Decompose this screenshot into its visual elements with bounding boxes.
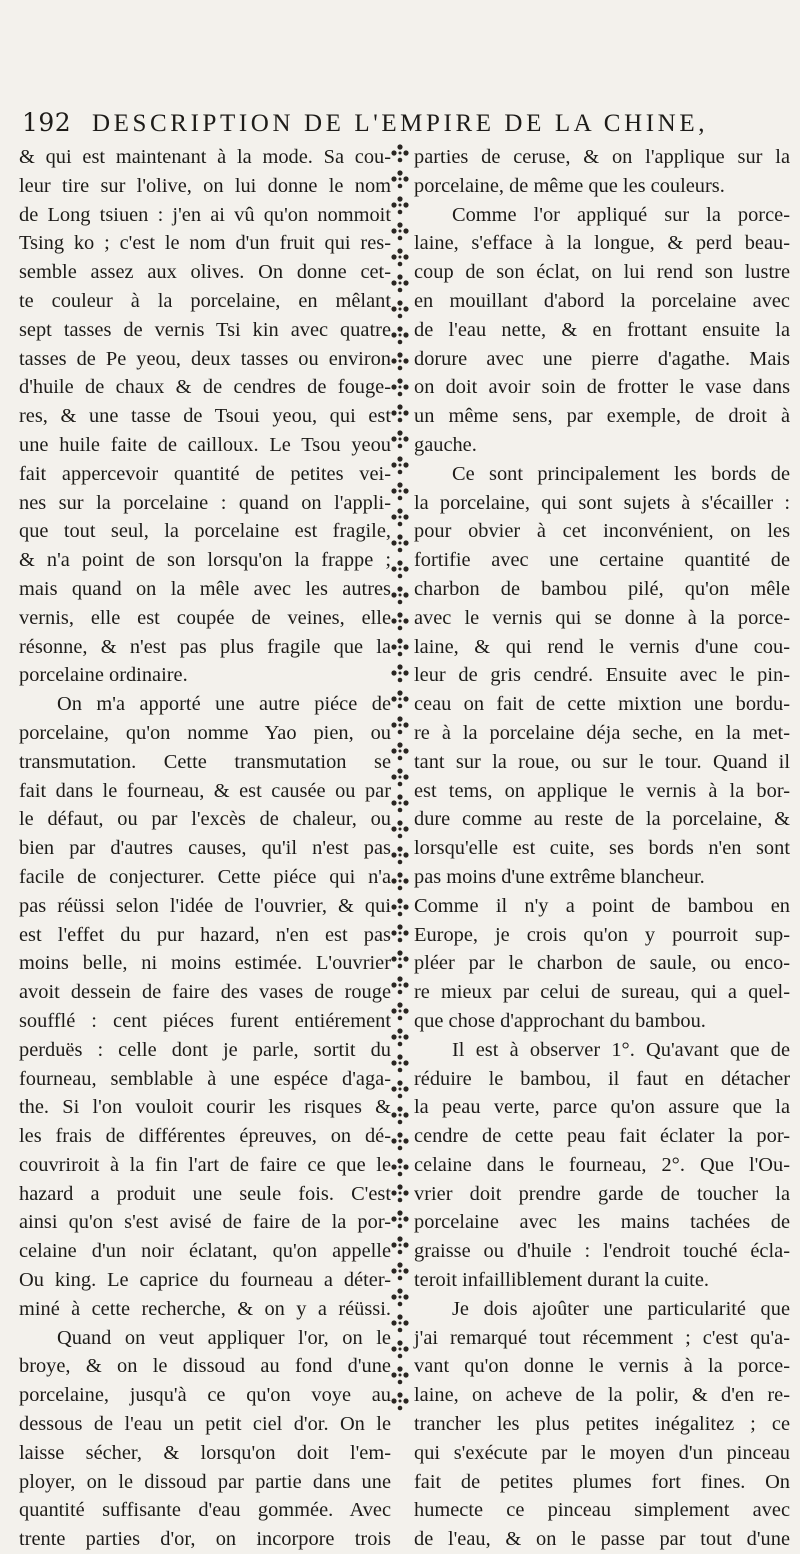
text-line: pas réüssi selon l'idée de l'ouvrier, & qui bbox=[19, 894, 391, 917]
text-line: re mieux par celui de sureau, qui a quel- bbox=[414, 981, 790, 1004]
text-line: Ou king. Le caprice du fourneau a déter- bbox=[19, 1269, 391, 1292]
text-line: parties de ceruse, & on l'applique sur la bbox=[414, 146, 790, 168]
text-line: teroit infailliblement durant la cuite. bbox=[414, 1269, 709, 1292]
text-line: fait dans le fourneau, & est causée ou par bbox=[19, 779, 391, 802]
left-column bbox=[19, 143, 391, 1551]
text-line: transmutation. Cette transmutation se bbox=[19, 750, 391, 773]
text-line: tasses de Pe yeou, deux tasses ou environ bbox=[19, 347, 391, 370]
text-line: mais quand on la mêle avec les autres bbox=[19, 577, 391, 600]
text-line: sept tasses de vernis Tsi kin avec quatre bbox=[19, 318, 391, 341]
text-line: Europe, je crois qu'on y pourroit sup- bbox=[414, 923, 790, 946]
text-line: gauche. bbox=[414, 433, 477, 456]
text-line: de l'eau, & on le passe par tout d'une bbox=[414, 1528, 790, 1551]
text-line: soufflé : cent piéces furent entiérement bbox=[19, 1009, 391, 1032]
text-line: & qui est maintenant à la mode. Sa cou- bbox=[19, 146, 391, 168]
text-line: res, & une tasse de Tsoui yeou, qui est bbox=[19, 405, 391, 428]
text-line: Tsing ko ; c'est le nom d'un fruit qui res- bbox=[19, 232, 391, 255]
text-line: résonne, & n'est pas plus fragile que la bbox=[19, 635, 391, 658]
text-line: que chose d'approchant du bambou. bbox=[414, 1009, 706, 1032]
text-line: de l'eau nette, & en frottant ensuite la bbox=[414, 318, 790, 341]
text-line: graisse ou d'huile : l'endroit touché écla- bbox=[414, 1240, 790, 1263]
text-line: Comme l'or appliqué sur la porce- bbox=[452, 203, 790, 226]
text-line: celaine d'un noir éclatant, qu'on appelle bbox=[19, 1240, 391, 1263]
text-line: re à la porcelaine déja seche, en la met- bbox=[414, 721, 790, 744]
text-line: ceau on fait de cette mixtion une bordu- bbox=[414, 693, 790, 716]
text-line: miné à cette recherche, & on y a réüssi. bbox=[19, 1297, 391, 1320]
text-line: laisse sécher, & lorsqu'on doit l'em- bbox=[19, 1441, 391, 1464]
text-line: avec le vernis qui se donne à la porce- bbox=[414, 606, 790, 629]
text-line: porcelaine ordinaire. bbox=[19, 664, 188, 687]
text-line: en mouillant d'abord la porcelaine avec bbox=[414, 289, 790, 312]
text-line: dessous de l'eau un petit ciel d'or. On le bbox=[19, 1413, 391, 1436]
text-line: Il est à observer 1°. Qu'avant que de bbox=[452, 1038, 790, 1061]
text-line: réduire le bambou, il faut en détacher bbox=[414, 1067, 790, 1090]
text-line: d'huile de chaux & de cendres de fouge- bbox=[19, 376, 391, 399]
text-line: laine, & qui rend le vernis d'une cou- bbox=[414, 635, 790, 658]
text-line: leur de gris cendré. Ensuite avec le pin- bbox=[414, 664, 790, 687]
text-line: porcelaine, de même que les couleurs. bbox=[414, 174, 725, 197]
text-line: humecte ce pinceau simplement avec bbox=[414, 1499, 790, 1522]
text-line: est tems, on applique le vernis à la bor- bbox=[414, 779, 790, 802]
text-line: pour obvier à cet inconvénient, on les bbox=[414, 520, 790, 543]
text-line: porcelaine, jusqu'à ce qu'on voye au bbox=[19, 1384, 391, 1407]
text-line: Ce sont principalement les bords de bbox=[452, 462, 790, 485]
text-line: porcelaine, qu'on nomme Yao pien, ou bbox=[19, 721, 391, 744]
text-line: hazard a produit une seule fois. C'est bbox=[19, 1182, 391, 1205]
text-line: les frais de différentes épreuves, on dé- bbox=[19, 1125, 391, 1148]
text-line: couvriroit à la fin l'art de faire ce que le bbox=[19, 1153, 391, 1176]
text-line: le défaut, ou par l'excès de chaleur, ou bbox=[19, 808, 391, 831]
text-line: est l'effet du pur hazard, n'en est pas bbox=[19, 923, 391, 946]
text-line: la porcelaine, qui sont sujets à s'écailler : bbox=[414, 491, 790, 514]
text-line: laine, on acheve de la polir, & d'en re- bbox=[414, 1384, 790, 1407]
text-line: perduës : celle dont je parle, sortit du bbox=[19, 1038, 391, 1061]
ornamental-column-divider bbox=[388, 143, 412, 1413]
text-line: ainsi qu'on s'est avisé de faire de la por- bbox=[19, 1211, 391, 1234]
text-line: & n'a point de son lorsqu'on la frappe ; bbox=[19, 549, 391, 572]
text-line: Comme il n'y a point de bambou en bbox=[414, 894, 790, 917]
text-line: semble assez aux olives. On donne cet- bbox=[19, 261, 391, 284]
text-line: qui s'exécute par le moyen d'un pinceau bbox=[414, 1441, 790, 1464]
text-line: Quand on veut appliquer l'or, on le bbox=[57, 1326, 391, 1349]
text-line: coup de son éclat, on lui rend son lustre bbox=[414, 261, 790, 284]
text-line: Je dois ajoûter une particularité que bbox=[452, 1297, 790, 1320]
text-line: trente parties d'or, on incorpore trois bbox=[19, 1528, 391, 1551]
text-line: fait appercevoir quantité de petites vei- bbox=[19, 462, 391, 485]
text-line: fortifie avec une certaine quantité de bbox=[414, 549, 790, 572]
text-line: vrier doit prendre garde de toucher la bbox=[414, 1182, 790, 1205]
text-line: charbon de bambou pilé, qu'on mêle bbox=[414, 577, 790, 600]
fleuron-ornament bbox=[388, 143, 412, 1413]
text-line: pas moins d'une extrême blancheur. bbox=[414, 865, 705, 888]
right-column bbox=[414, 143, 790, 1551]
text-line: dorure avec une pierre d'agathe. Mais bbox=[414, 347, 790, 370]
text-line: lorsqu'elle est cuite, ses bords n'en sont bbox=[414, 837, 790, 860]
text-line: the. Si l'on vouloit courir les risques & bbox=[19, 1096, 391, 1119]
text-line: broye, & on le dissoud au fond d'une bbox=[19, 1355, 391, 1378]
text-line: j'ai remarqué tout récemment ; c'est qu'a- bbox=[414, 1326, 790, 1349]
text-line: une huile faite de cailloux. Le Tsou yeou bbox=[19, 433, 391, 456]
text-line: dure comme au reste de la porcelaine, & bbox=[414, 808, 790, 831]
text-line: ployer, on le dissoud par partie dans une bbox=[19, 1470, 391, 1493]
text-line: te couleur à la porcelaine, en mêlant bbox=[19, 289, 391, 312]
text-line: cendre de cette peau fait éclater la por- bbox=[414, 1125, 790, 1148]
text-line: porcelaine avec les mains tachées de bbox=[414, 1211, 790, 1234]
text-line: celaine dans le fourneau, 2°. Que l'Ou- bbox=[414, 1153, 790, 1176]
text-line: trancher les plus petites inégalitez ; ce bbox=[414, 1413, 790, 1436]
text-line: avoit dessein de faire des vases de rouge bbox=[19, 981, 391, 1004]
text-line: on doit avoir soin de frotter le vase dans bbox=[414, 376, 790, 399]
text-line: quantité suffisante d'eau gommée. Avec bbox=[19, 1499, 391, 1522]
text-line: leur tire sur l'olive, on lui donne le nom bbox=[19, 174, 391, 197]
text-line: facile de conjecturer. Cette piéce qui n'a bbox=[19, 865, 391, 888]
text-line: un même sens, par exemple, de droit à bbox=[414, 405, 790, 428]
text-line: la peau verte, parce qu'on assure que la bbox=[414, 1096, 790, 1119]
text-line: vernis, elle est coupée de veines, elle bbox=[19, 606, 391, 629]
text-line: de Long tsiuen : j'en ai vû qu'on nommoit bbox=[19, 203, 391, 226]
text-line: que tout seul, la porcelaine est fragile, bbox=[19, 520, 391, 543]
page-number: 192 bbox=[22, 108, 72, 137]
text-line: moins belle, ni moins estimée. L'ouvrier bbox=[19, 952, 391, 975]
running-title: DESCRIPTION DE L'EMPIRE DE LA CHINE, bbox=[92, 110, 709, 137]
text-line: fait de petites plumes fort fines. On bbox=[414, 1470, 790, 1493]
text-line: vant qu'on donne le vernis à la porce- bbox=[414, 1355, 790, 1378]
text-line: tant sur la roue, ou sur le tour. Quand il bbox=[414, 750, 790, 773]
text-line: bien par d'autres causes, qu'il n'est pas bbox=[19, 837, 391, 860]
running-head bbox=[22, 108, 792, 144]
text-line: On m'a apporté une autre piéce de bbox=[57, 693, 391, 716]
text-line: nes sur la porcelaine : quand on l'appli- bbox=[19, 491, 391, 514]
text-line: fourneau, semblable à une espéce d'aga- bbox=[19, 1067, 391, 1090]
text-line: laine, s'efface à la longue, & perd beau- bbox=[414, 232, 790, 255]
text-line: pléer par le charbon de saule, ou enco- bbox=[414, 952, 790, 975]
